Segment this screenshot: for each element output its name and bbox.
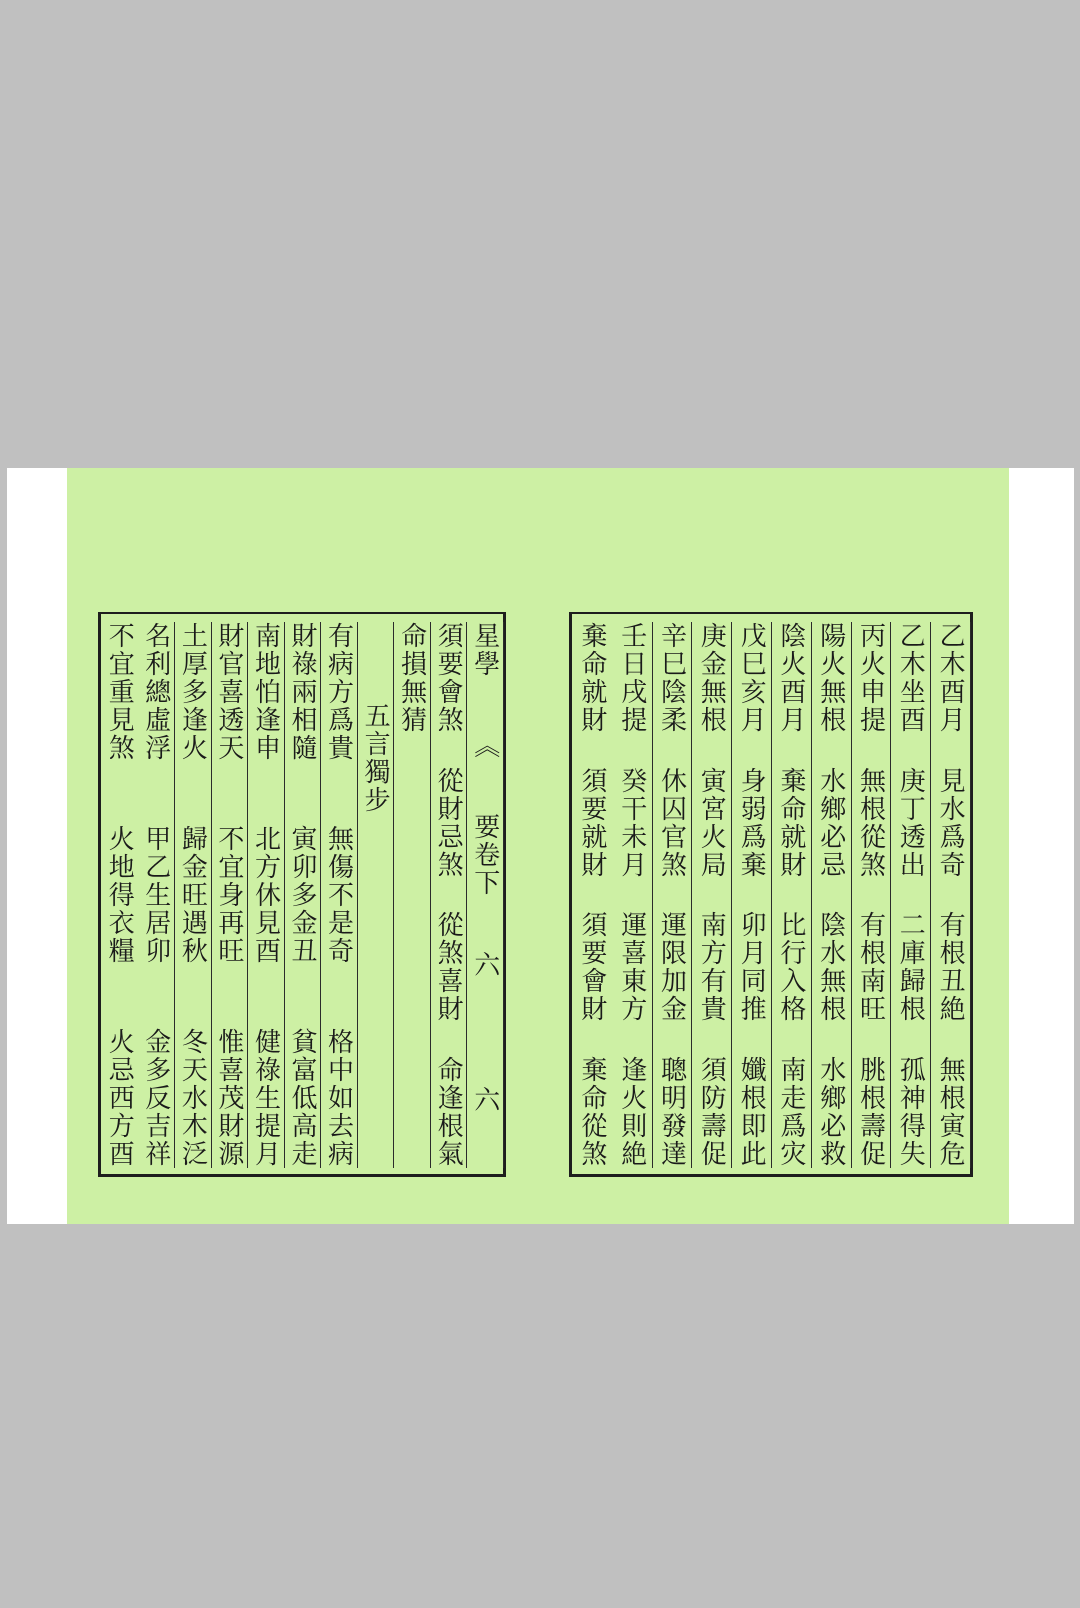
text-segment: 要卷下 bbox=[469, 813, 500, 898]
left-page-column bbox=[430, 622, 468, 1168]
text-segment: 運喜東方 bbox=[616, 911, 647, 1024]
text-segment: 五言獨步 bbox=[360, 702, 391, 814]
text-segment: 有根南旺 bbox=[855, 911, 886, 1024]
text-segment: 有病方爲貴 bbox=[323, 622, 354, 762]
right-page-column bbox=[851, 622, 892, 1168]
text-segment: 須要會煞 bbox=[433, 622, 464, 734]
text-segment: 無傷不是奇 bbox=[323, 825, 354, 965]
left-page-column bbox=[466, 622, 504, 1168]
text-segment: 辛巳陰柔 bbox=[656, 622, 687, 734]
text-segment: 卯月同推 bbox=[736, 911, 767, 1024]
text-segment: 逢火則絶 bbox=[616, 1055, 647, 1168]
text-segment: 從煞喜財 bbox=[433, 911, 464, 1024]
text-segment: 陰水無根 bbox=[815, 911, 846, 1024]
text-segment: 丙火申提 bbox=[855, 622, 886, 734]
text-segment: 陰火酉月 bbox=[775, 622, 806, 734]
left-page-column bbox=[284, 622, 322, 1168]
left-page-column bbox=[357, 622, 395, 1168]
text-segment: 火忌西方酉 bbox=[104, 1028, 135, 1168]
text-segment: 南地怕逢申 bbox=[250, 622, 281, 762]
text-segment: 金多反吉祥 bbox=[140, 1028, 171, 1168]
text-segment: 水鄉必忌 bbox=[815, 766, 846, 879]
left-text-panel bbox=[98, 612, 506, 1177]
text-segment: 命逢根氣 bbox=[433, 1055, 464, 1168]
text-segment: 朓根壽促 bbox=[855, 1055, 886, 1168]
right-text-panel bbox=[569, 612, 973, 1177]
text-segment: 孤神得失 bbox=[895, 1055, 926, 1168]
right-page-column bbox=[890, 622, 931, 1168]
text-segment: 土厚多逢火 bbox=[177, 622, 208, 762]
right-page-column bbox=[691, 622, 732, 1168]
text-segment: 財祿兩相隨 bbox=[286, 622, 317, 762]
right-page-column bbox=[811, 622, 852, 1168]
text-segment: 南走爲灾 bbox=[775, 1055, 806, 1168]
right-page-column bbox=[612, 622, 653, 1168]
left-page-column bbox=[101, 622, 138, 1168]
text-segment: 有根丑絶 bbox=[935, 911, 966, 1024]
text-segment: 須防壽促 bbox=[696, 1055, 727, 1168]
text-segment: 健祿生提月 bbox=[250, 1028, 281, 1168]
text-segment: 乙木坐酉 bbox=[895, 622, 926, 734]
text-segment: 須要會財 bbox=[576, 911, 607, 1024]
left-page-column bbox=[174, 622, 212, 1168]
text-segment: 星學 bbox=[469, 622, 500, 678]
text-segment: 聰明發達 bbox=[656, 1055, 687, 1168]
text-segment: 陽火無根 bbox=[815, 622, 846, 734]
text-segment: 甲乙生居卯 bbox=[140, 825, 171, 965]
text-segment: 冬天水木泛 bbox=[177, 1028, 208, 1168]
text-segment: 棄命就財 bbox=[576, 622, 607, 734]
text-segment: 孅根即此 bbox=[736, 1055, 767, 1168]
left-page-column bbox=[393, 622, 431, 1168]
text-segment: 庚金無根 bbox=[696, 622, 727, 734]
text-segment: 不宜身再旺 bbox=[213, 825, 244, 965]
text-segment: 戊巳亥月 bbox=[736, 622, 767, 734]
left-page-column bbox=[320, 622, 358, 1168]
text-segment: 見水爲奇 bbox=[935, 766, 966, 879]
text-segment: 運限加金 bbox=[656, 911, 687, 1024]
text-segment: 乙木酉月 bbox=[935, 622, 966, 734]
right-page-column bbox=[652, 622, 693, 1168]
text-segment: 不宜重見煞 bbox=[104, 622, 135, 762]
right-page-column bbox=[930, 622, 971, 1168]
text-segment: 休囚官煞 bbox=[656, 766, 687, 879]
text-segment: 寅卯多金丑 bbox=[286, 825, 317, 965]
text-segment: 《 bbox=[469, 731, 500, 760]
text-segment: 棄命就財 bbox=[775, 766, 806, 879]
text-segment: 惟喜茂財源 bbox=[213, 1028, 244, 1168]
left-page-column bbox=[247, 622, 285, 1168]
text-segment: 無根寅危 bbox=[935, 1055, 966, 1168]
text-segment: 無根從煞 bbox=[855, 766, 886, 879]
text-segment: 北方休見酉 bbox=[250, 825, 281, 965]
text-segment: 庚丁透出 bbox=[895, 766, 926, 879]
right-page-column bbox=[771, 622, 812, 1168]
text-segment: 六 bbox=[469, 1086, 500, 1115]
text-segment: 六 bbox=[469, 950, 500, 979]
text-segment: 命損無猜 bbox=[396, 622, 427, 734]
text-segment: 名利總虛浮 bbox=[140, 622, 171, 762]
text-segment: 格中如去病 bbox=[323, 1028, 354, 1168]
left-page-column bbox=[211, 622, 249, 1168]
text-segment: 水鄉必救 bbox=[815, 1055, 846, 1168]
text-segment: 貧富低高走 bbox=[286, 1028, 317, 1168]
text-segment: 南方有貴 bbox=[696, 911, 727, 1024]
text-segment: 從財忌煞 bbox=[433, 766, 464, 879]
text-segment: 棄命從煞 bbox=[576, 1055, 607, 1168]
text-segment: 財官喜透天 bbox=[213, 622, 244, 762]
text-segment: 須要就財 bbox=[576, 766, 607, 879]
text-segment: 寅宮火局 bbox=[696, 766, 727, 879]
text-segment: 身弱爲棄 bbox=[736, 766, 767, 879]
right-page-column bbox=[572, 622, 612, 1168]
right-page-column bbox=[731, 622, 772, 1168]
text-segment: 歸金旺遇秋 bbox=[177, 825, 208, 965]
text-segment: 癸干未月 bbox=[616, 766, 647, 879]
text-segment: 二庫歸根 bbox=[895, 911, 926, 1024]
text-segment: 火地得衣糧 bbox=[104, 825, 135, 965]
text-segment: 壬日戌提 bbox=[616, 622, 647, 734]
left-page-column bbox=[138, 622, 176, 1168]
text-segment: 比行入格 bbox=[775, 911, 806, 1024]
